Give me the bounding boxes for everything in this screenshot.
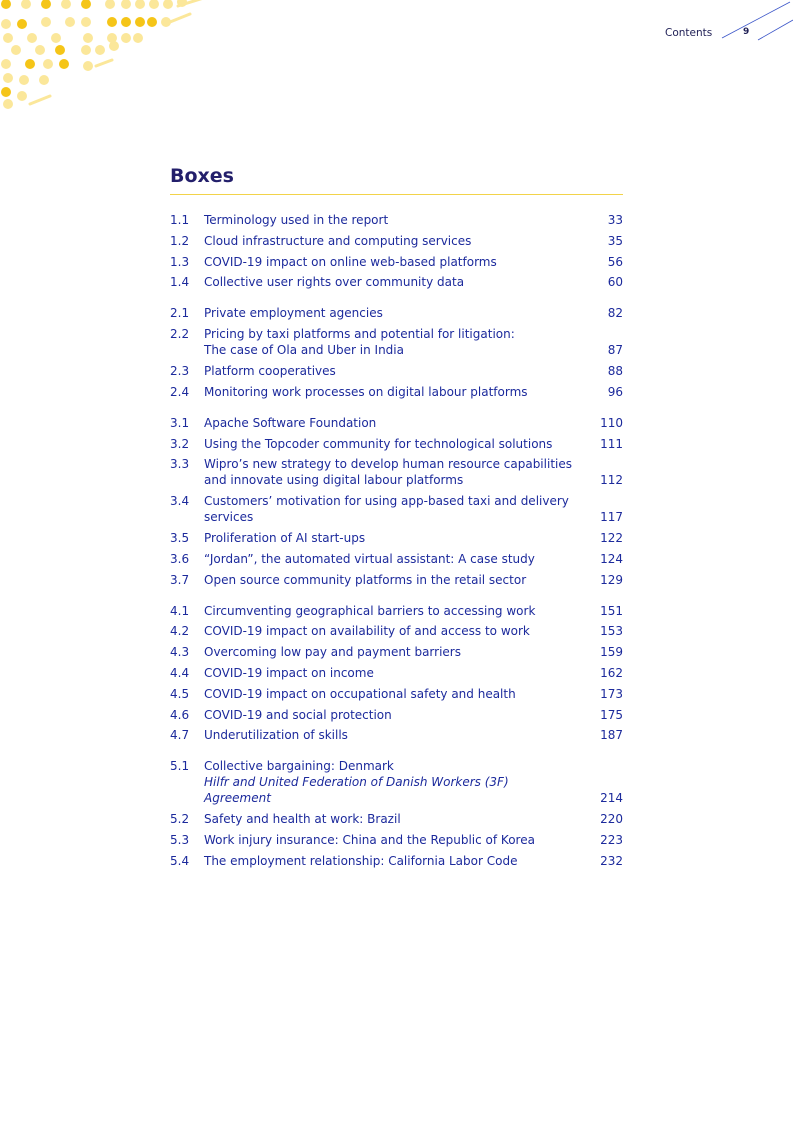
entry-number: 4.3	[170, 645, 190, 660]
entry-subtitle: Hilfr and United Federation of Danish Workers (3F) Agreement	[204, 775, 509, 806]
box-group	[170, 603, 623, 744]
entry-title[interactable]	[204, 727, 573, 743]
entry-title-line: COVID-19 impact on availability of and access to work	[204, 624, 530, 639]
entry-title-line: COVID-19 impact on income	[204, 665, 374, 680]
entry-number: 5.4	[170, 853, 190, 868]
toc-entry[interactable]	[170, 644, 623, 660]
decor-dot	[39, 75, 49, 85]
decor-dot	[51, 33, 61, 43]
entry-title-line: Overcoming low pay and payment barriers	[204, 645, 461, 660]
entry-title[interactable]	[204, 665, 573, 681]
entry-title[interactable]	[204, 233, 573, 249]
decor-dot	[105, 0, 115, 9]
toc-entry[interactable]	[170, 811, 623, 827]
entry-title[interactable]	[204, 212, 573, 228]
decor-dot	[27, 33, 37, 43]
entry-title[interactable]	[204, 493, 573, 525]
entry-title-line: “Jordan”, the automated virtual assistant: A case study	[204, 551, 535, 566]
entry-title-line: COVID-19 and social protection	[204, 707, 392, 722]
decor-dot	[95, 45, 105, 55]
entry-title-line: Underutilization of skills	[204, 728, 348, 743]
decor-dot	[65, 17, 75, 27]
entry-number: 4.6	[170, 707, 190, 722]
entry-title[interactable]	[204, 415, 573, 431]
box-group	[170, 212, 623, 290]
decor-dot	[25, 59, 35, 69]
entry-page-number[interactable]: 151	[600, 603, 623, 618]
entry-number: 2.3	[170, 363, 190, 378]
decorative-dot-pattern	[0, 0, 220, 120]
entry-number: 3.5	[170, 530, 190, 545]
entry-number: 4.1	[170, 603, 190, 618]
toc-entry[interactable]	[170, 456, 623, 488]
entry-title[interactable]	[204, 853, 573, 869]
entry-number: 2.1	[170, 306, 190, 321]
decor-dot	[81, 45, 91, 55]
entry-number: 3.1	[170, 415, 190, 430]
entry-title[interactable]	[204, 551, 573, 567]
entry-title-line: Circumventing geographical barriers to accessing work	[204, 603, 536, 618]
toc-entry[interactable]	[170, 727, 623, 743]
toc-entry[interactable]	[170, 686, 623, 702]
decor-dot	[135, 17, 145, 27]
entry-page-number[interactable]: 122	[600, 530, 623, 545]
entry-number: 1.3	[170, 254, 190, 269]
toc-entry[interactable]	[170, 853, 623, 869]
entry-page-number[interactable]: 56	[607, 254, 623, 269]
toc-entry[interactable]	[170, 326, 623, 358]
page-number: 9	[743, 27, 750, 37]
decor-dot	[81, 0, 91, 9]
decor-dot	[83, 61, 93, 71]
entry-title-line: Private employment agencies	[204, 306, 383, 321]
entry-title[interactable]	[204, 603, 573, 619]
entry-number: 4.4	[170, 665, 190, 680]
entry-page-number[interactable]: 124	[600, 551, 623, 566]
entry-number: 4.2	[170, 624, 190, 639]
toc-entry[interactable]	[170, 415, 623, 431]
toc-entry[interactable]	[170, 305, 623, 321]
toc-entry[interactable]	[170, 254, 623, 270]
entry-title[interactable]	[204, 811, 573, 827]
entry-title-line: Using the Topcoder community for technological solutions	[204, 436, 553, 451]
entry-number: 4.7	[170, 728, 190, 743]
entry-page-number[interactable]: 87	[607, 343, 623, 358]
decor-dot	[3, 73, 13, 83]
toc-entry[interactable]	[170, 603, 623, 619]
decor-dot	[81, 17, 91, 27]
decor-dot	[163, 0, 173, 9]
entry-page-number[interactable]: 112	[600, 473, 623, 488]
entry-title[interactable]	[204, 686, 573, 702]
entry-title-line: and innovate using digital labour platforms	[204, 473, 464, 488]
entry-title[interactable]	[204, 363, 573, 379]
entry-page-number[interactable]: 159	[600, 645, 623, 660]
entry-title[interactable]	[204, 305, 573, 321]
entry-title[interactable]	[204, 707, 573, 723]
entry-title-line: Proliferation of AI start-ups	[204, 530, 366, 545]
running-head-section: Contents	[665, 27, 713, 39]
entry-page-number[interactable]: 129	[600, 572, 623, 587]
entry-title[interactable]	[204, 623, 573, 639]
entry-title-line: Work injury insurance: China and the Republic of Korea	[204, 832, 535, 847]
entry-title[interactable]	[204, 274, 573, 290]
entry-title-line: Collective user rights over community data	[204, 275, 465, 290]
decor-dot	[147, 17, 157, 27]
entry-title-line: Terminology used in the report	[204, 213, 389, 227]
entry-page-number[interactable]: 214	[600, 791, 623, 806]
title-rule	[170, 194, 623, 195]
entry-title[interactable]	[204, 530, 573, 546]
entry-title[interactable]	[204, 572, 573, 588]
entry-title-line: Cloud infrastructure and computing services	[204, 233, 472, 248]
toc-entry[interactable]	[170, 832, 623, 848]
toc-entry[interactable]	[170, 530, 623, 546]
entry-page-number[interactable]: 88	[607, 363, 623, 378]
decor-dot	[21, 0, 31, 9]
entry-title[interactable]	[204, 384, 573, 400]
toc-entry[interactable]	[170, 384, 623, 400]
entry-title-line: Customers’ motivation for using app-based taxi and delivery services	[204, 494, 569, 525]
entry-page-number[interactable]: 175	[600, 707, 623, 722]
entry-number: 3.3	[170, 457, 190, 472]
decor-dot	[135, 0, 145, 9]
entry-page-number[interactable]: 162	[600, 665, 623, 680]
decor-dot	[19, 75, 29, 85]
entry-title[interactable]	[204, 456, 573, 488]
decor-dot	[17, 91, 27, 101]
entry-title-line: The case of Ola and Uber in India	[204, 343, 404, 358]
toc-entry[interactable]	[170, 572, 623, 588]
decor-dot	[41, 17, 51, 27]
entry-title[interactable]	[204, 436, 573, 452]
entry-title-line: Collective bargaining: Denmark	[204, 759, 394, 774]
toc-entry[interactable]	[170, 551, 623, 567]
entry-title-line: COVID-19 impact on online web-based platforms	[204, 254, 497, 269]
decor-dot	[1, 59, 11, 69]
toc-entry[interactable]	[170, 623, 623, 639]
toc-entry[interactable]	[170, 758, 623, 806]
decor-dot	[121, 17, 131, 27]
entry-title[interactable]	[204, 326, 573, 358]
toc-entry[interactable]	[170, 274, 623, 290]
entry-page-number[interactable]: 187	[600, 728, 623, 743]
toc-entry[interactable]	[170, 665, 623, 681]
decor-dot	[1, 0, 11, 9]
entry-number: 1.2	[170, 233, 190, 248]
decor-dot	[41, 0, 51, 9]
entry-number: 4.5	[170, 686, 190, 701]
entry-number: 3.6	[170, 551, 190, 566]
toc-entry[interactable]	[170, 707, 623, 723]
decor-dot	[3, 99, 13, 109]
decor-dot	[109, 41, 119, 51]
decor-dot	[17, 19, 27, 29]
decor-dot	[3, 33, 13, 43]
entry-page-number[interactable]: 96	[607, 384, 623, 399]
toc-entry[interactable]	[170, 493, 623, 525]
boxes-list	[170, 212, 623, 884]
entry-number: 2.4	[170, 384, 190, 399]
entry-title[interactable]	[204, 644, 573, 660]
entry-number: 1.4	[170, 275, 190, 290]
entry-page-number[interactable]: 82	[607, 306, 623, 321]
box-group	[170, 415, 623, 588]
entry-page-number[interactable]: 220	[600, 812, 623, 827]
toc-entry[interactable]	[170, 233, 623, 249]
decor-dot	[1, 87, 11, 97]
decor-dot	[59, 59, 69, 69]
entry-title-line: Pricing by taxi platforms and potential for litigation:	[204, 327, 515, 342]
toc-entry[interactable]	[170, 363, 623, 379]
entry-title[interactable]	[204, 758, 573, 806]
decor-dash	[170, 14, 190, 22]
entry-title[interactable]	[204, 254, 573, 270]
entry-number: 5.1	[170, 759, 190, 774]
toc-entry[interactable]	[170, 436, 623, 452]
decor-dot	[61, 0, 71, 9]
entry-title-line: Safety and health at work: Brazil	[204, 812, 401, 827]
entry-title-line: Apache Software Foundation	[204, 415, 377, 430]
entry-title[interactable]	[204, 832, 573, 848]
entry-page-number[interactable]: 232	[600, 853, 623, 868]
entry-number: 3.7	[170, 572, 190, 587]
entry-title-line: Monitoring work processes on digital labour platforms	[204, 384, 528, 399]
entry-page-number[interactable]: 35	[607, 233, 623, 248]
entry-number: 5.2	[170, 812, 190, 827]
entry-number: 1.1	[170, 213, 190, 227]
decor-dot	[107, 17, 117, 27]
toc-entry[interactable]	[170, 212, 623, 228]
decor-dot	[11, 45, 21, 55]
decor-dash	[96, 60, 112, 66]
entry-page-number[interactable]: 223	[600, 832, 623, 847]
decor-dot	[149, 0, 159, 9]
entry-number: 5.3	[170, 832, 190, 847]
entry-page-number[interactable]: 110	[600, 415, 623, 430]
decor-dot	[43, 59, 53, 69]
entry-title-line: Open source community platforms in the retail sector	[204, 572, 527, 587]
entry-number: 3.2	[170, 436, 190, 451]
box-group	[170, 758, 623, 868]
entry-page-number[interactable]: 153	[600, 624, 623, 639]
decor-dash	[30, 96, 50, 104]
box-group	[170, 305, 623, 399]
entry-page-number[interactable]: 33	[607, 213, 623, 227]
decor-dot	[121, 0, 131, 9]
entry-page-number[interactable]: 173	[600, 686, 623, 701]
entry-title-line: COVID-19 impact on occupational safety and health	[204, 686, 516, 701]
entry-title-line: Platform cooperatives	[204, 363, 336, 378]
header-slash-lines	[718, 0, 793, 45]
decor-dot	[1, 19, 11, 29]
page-title: Boxes	[170, 165, 234, 187]
entry-page-number[interactable]: 117	[600, 510, 623, 525]
entry-number: 2.2	[170, 327, 190, 342]
decor-dot	[121, 33, 131, 43]
decor-dot	[83, 33, 93, 43]
entry-title-line: The employment relationship: California Labor Code	[204, 853, 518, 868]
entry-title-line: Wipro’s new strategy to develop human resource capabilities	[204, 457, 572, 472]
decor-dot	[133, 33, 143, 43]
decor-dot	[55, 45, 65, 55]
entry-number: 3.4	[170, 494, 190, 509]
entry-page-number[interactable]: 60	[607, 275, 623, 290]
entry-page-number[interactable]: 111	[600, 436, 623, 451]
decor-dot	[35, 45, 45, 55]
